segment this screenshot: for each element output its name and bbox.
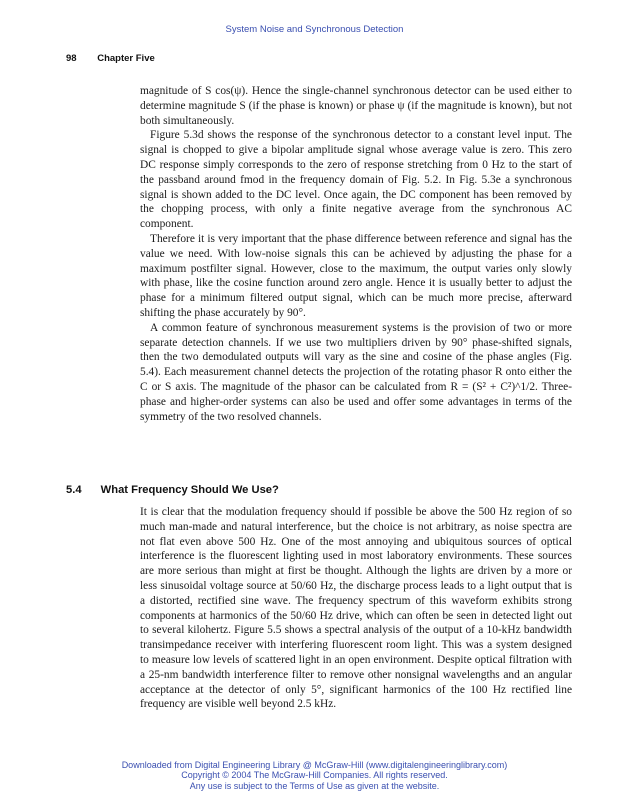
body-text-section <box>140 505 572 712</box>
chapter-label: Chapter Five <box>97 53 155 64</box>
paragraph: It is clear that the modulation frequency should if possible be above the 500 Hz region of so much man-made and natural interference, but the choice is not arbitrary, as noise spectra are not flat even above 500 Hz. One of the most annoying and ubiquitous sources of optical interference is the fluorescent lighting used in most laboratory environments. These sources are more serious than might at first be thought. Although the lights are driven by a more or less sinusoidal voltage source at 50/60 Hz, the discharge process leads to a light output that is a distorted, rectified sine wave. The frequency spectrum of this waveform exhibits strong components at harmonics of the 50/60 Hz drive, which can often be seen in detected light out to several kilohertz. Figure 5.5 shows a spectral analysis of the output of a 10-kHz bandwidth transimpedance receiver with interfering fluorescent room light. This was a system designed to measure low levels of scattered light in an open environment. Despite optical filtration with a 25-nm bandwidth interference filter to remove other nonsignal wavelengths and an angular acceptance at the detector of only 5°, significant harmonics of the 100 Hz rectified line frequency are visible well beyond 2.5 kHz. <box>140 506 572 711</box>
paragraph: Therefore it is very important that the phase difference between reference and signal has the value we need. With low-noise signals this can be achieved by adjusting the phase for a maximum postfilter signal. However, close to the maximum, the output varies only slowly with phase, like the cosine function around zero angle. Hence it is usually better to adjust the phase for a minimum filtered output signal, which can be much more precise, afterward shifting the phase accurately by 90°. <box>140 232 572 319</box>
page-header <box>66 53 155 64</box>
footer-copyright: Copyright © 2004 The McGraw-Hill Companies. All rights reserved. <box>181 770 448 781</box>
footer-download-link[interactable]: Downloaded from Digital Engineering Library @ McGraw-Hill (www.digitalengineeringlibrary.com) <box>121 760 508 770</box>
paragraph: Figure 5.3d shows the response of the synchronous detector to a constant level input. The signal is chopped to give a bipolar amplitude signal whose average value is zero. This zero DC response simply corresponds to the zero of response stretching from 0 Hz to the start of the passband around fmod in the frequency domain of Fig. 5.2. In Fig. 5.3e a synchronous signal is shown added to the DC level. Once again, the DC component has been removed by the chopping process, with only a finite negative average from the synchronous AC component. <box>140 129 572 231</box>
running-head: System Noise and Synchronous Detection <box>225 24 404 35</box>
section-number: 5.4 <box>66 484 82 496</box>
section-title: What Frequency Should We Use? <box>100 484 279 496</box>
paragraph: magnitude of S cos(ψ). Hence the single-channel synchronous detector can be used either to determine magnitude S (if the phase is known) or phase ψ (if the magnitude is known), but not both simultaneously. <box>140 85 572 127</box>
footer-terms: Any use is subject to the Terms of Use as given at the website. <box>189 780 440 791</box>
section-heading <box>66 484 279 496</box>
page-footer <box>0 760 629 791</box>
page-number: 98 <box>66 53 77 64</box>
paragraph: A common feature of synchronous measurement systems is the provision of two or more separate detection channels. If we use two multipliers driven by 90° phase-shifted signals, then the two demodulated outputs will vary as the sine and cosine of the phase angles (Fig. 5.4). Each measurement channel detects the projection of the rotating phasor R onto either the C or S axis. The magnitude of the phasor can be calculated from R = (S² + C²)^1/2. Three-phase and higher-order systems can also be used and offer some advantages in terms of the symmetry of the two resolved channels. <box>140 321 572 423</box>
body-text-top <box>140 84 572 424</box>
